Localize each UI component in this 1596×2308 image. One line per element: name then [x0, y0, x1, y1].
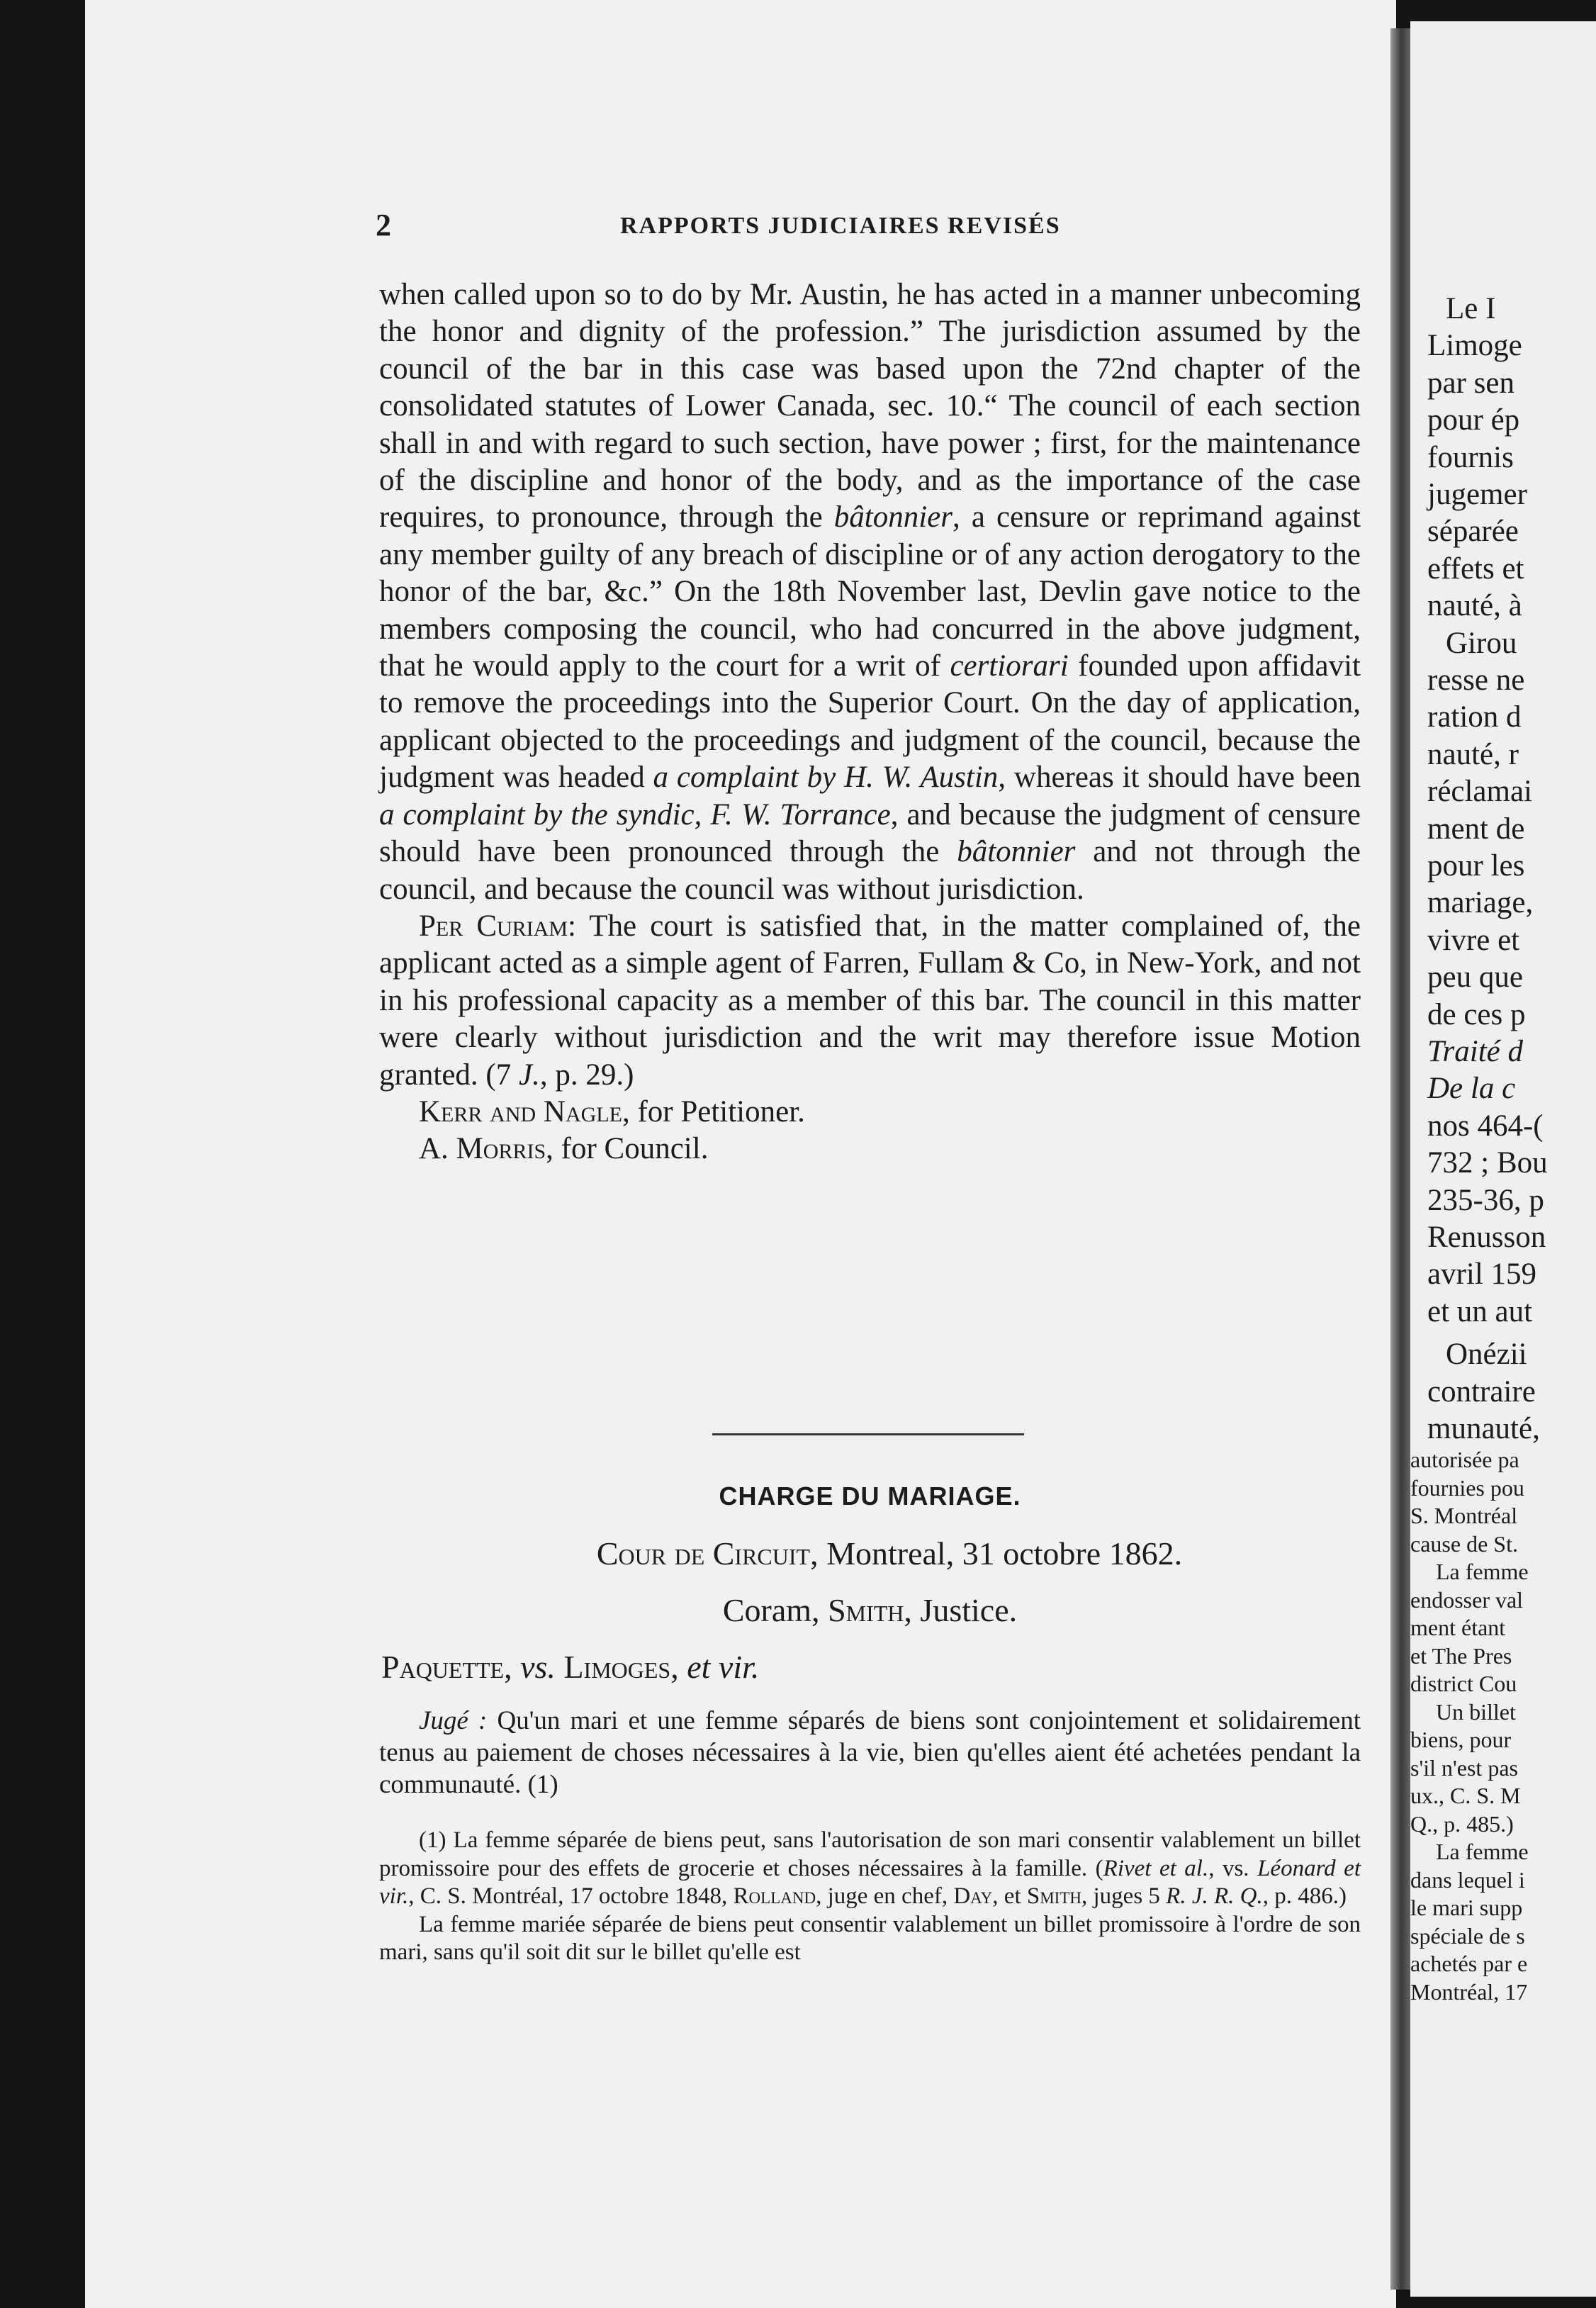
judge-name: Smith — [828, 1592, 904, 1628]
adjacent-page — [1410, 21, 1596, 2297]
text-run: , juges 5 — [1081, 1883, 1167, 1909]
adjacent-line: Girou — [1446, 626, 1517, 660]
judge-line — [379, 1591, 1361, 1629]
party-plaintiff: Paquette — [381, 1649, 505, 1685]
judge-name: Rolland — [733, 1883, 816, 1909]
italic-run: J. — [519, 1058, 540, 1092]
text-run: , for Council. — [546, 1132, 709, 1166]
text-run: : The court is satisfied that, in the matter complained of, the applicant acted as a simple agent of Farren, Fullam & Co, in New-York, and not in his professional capacity as a member of this bar. The council in this matter were clearly without jurisdiction and the writ may therefore issue Motion granted. (7 — [379, 909, 1361, 1092]
holding-paragraph — [379, 1705, 1361, 1800]
adjacent-line: nos 464-( — [1427, 1109, 1544, 1143]
adjacent-note-line: spéciale de s — [1410, 1922, 1525, 1949]
counsel-names: A. Morris — [419, 1132, 546, 1166]
italic-run: R. J. R. Q. — [1166, 1883, 1263, 1909]
adjacent-line: séparée — [1427, 515, 1519, 549]
adjacent-line: avril 159 — [1427, 1257, 1537, 1292]
adjacent-note-line: autorisée pa — [1410, 1447, 1519, 1472]
adjacent-line: Limoge — [1427, 329, 1522, 363]
judge-name: Smith — [1026, 1883, 1081, 1909]
adjacent-note-line: biens, pour — [1410, 1727, 1512, 1752]
section-divider — [712, 1433, 1024, 1435]
adjacent-note-line: achetés par e — [1410, 1951, 1528, 1976]
text-run: , juge en chef, — [816, 1883, 954, 1909]
text-run: , for Petitioner. — [622, 1094, 805, 1128]
italic-run: certiorari — [950, 649, 1069, 683]
text-run: and not through the council, and because the council was without jurisdiction. — [379, 835, 1361, 906]
adjacent-line: effets et — [1427, 551, 1524, 586]
italic-run: bâtonnier — [957, 835, 1076, 869]
adjacent-note-line: dans lequel i — [1410, 1866, 1525, 1893]
judge-name: Day — [953, 1883, 993, 1909]
adjacent-line: Le I — [1446, 292, 1496, 325]
case-parties: Paquette, vs. Limoges, et vir. — [381, 1649, 760, 1685]
adjacent-line: nauté, r — [1427, 737, 1519, 771]
adjacent-note-line: le mari supp — [1410, 1895, 1523, 1920]
adjacent-note-line: endosser val — [1410, 1586, 1524, 1613]
adjacent-line: Onézii — [1446, 1338, 1527, 1372]
adjacent-note-line: et The Pres — [1410, 1642, 1512, 1669]
holding-text: Qu'un mari et une femme séparés de biens sont conjointement et solidairement tenus au paiement de choses nécessaires à la vie, bien qu'elles aient été achetées pendant la communauté. (1) — [379, 1706, 1361, 1799]
adjacent-note-line: S. Montréal — [1410, 1503, 1518, 1528]
court-name: Cour de Circuit — [596, 1535, 811, 1572]
adjacent-line: fournis — [1427, 440, 1514, 474]
per-curiam-paragraph — [379, 908, 1361, 1094]
adjacent-line: Renusson — [1427, 1221, 1546, 1254]
adjacent-note-line: La femme — [1436, 1559, 1529, 1584]
juge-label: Jugé : — [419, 1706, 488, 1735]
footnote-1 — [379, 1827, 1361, 1911]
adjacent-note-line: district Cou — [1410, 1671, 1517, 1696]
page-header — [376, 207, 1389, 242]
adjacent-line: De la c — [1427, 1072, 1516, 1106]
adjacent-line: par sen — [1427, 366, 1514, 400]
adjacent-note-line: ment étant — [1410, 1615, 1506, 1640]
italic-run: Rivet et al. — [1103, 1855, 1209, 1881]
adjacent-note-line: fournies pou — [1410, 1474, 1524, 1501]
page-number: 2 — [376, 208, 391, 242]
adjacent-note-line: Un billet — [1436, 1698, 1516, 1725]
adjacent-note-line: cause de St. — [1410, 1530, 1518, 1557]
italic-run: a complaint by the syndic, F. W. Torrance — [379, 797, 891, 831]
text-run: , Justice. — [904, 1592, 1018, 1628]
italic-run: a complaint by H. W. Austin — [653, 761, 999, 795]
adjacent-line: resse ne — [1427, 663, 1525, 697]
adjacent-line: peu que — [1427, 960, 1523, 995]
text-run: Coram, — [722, 1592, 828, 1628]
adjacent-line: munauté, — [1427, 1412, 1540, 1445]
et-vir: et vir. — [687, 1649, 760, 1685]
text-run: , whereas it should have been — [998, 761, 1361, 795]
adjacent-note-line: ux., C. S. M — [1410, 1783, 1521, 1808]
adjacent-line: jugemer — [1427, 478, 1527, 511]
main-text — [379, 276, 1361, 1168]
book-spine — [1390, 28, 1412, 2290]
adjacent-line: vivre et — [1427, 923, 1520, 957]
italic-run: Léonard et vir. — [379, 1855, 1361, 1909]
text-run: , et — [992, 1883, 1027, 1909]
versus: vs. — [520, 1649, 556, 1685]
text-run: (1) La femme séparée de biens peut, sans l'autorisation de son mari consentir valablement un billet promissoire pour des effets de grocerie et choses nécessaires à la famille. ( — [379, 1827, 1361, 1881]
adjacent-line: pour les — [1427, 849, 1525, 883]
counsel-council — [379, 1131, 1361, 1167]
per-curiam-label: Per Curiam — [419, 909, 568, 943]
text-run: founded upon affidavit to remove the proceedings into the Superior Court. On the day of application, applicant objected to the proceedings and judgment of the council, because the judgment was headed — [379, 649, 1361, 795]
text-run: when called upon so to do by Mr. Austin, he has acted in a manner unbecoming the honor and dignity of the profession.” The jurisdiction assumed by the council of the bar in this case was based upon the 72nd chapter of the consolidated statutes of Lower Canada, sec. 10.“ The council of each section shall in and with regard to such section, have power ; first, for the maintenance of the discipline and honor of the body, and as the importance of the case requires, to pronounce, through the — [379, 278, 1361, 534]
adjacent-line: 235-36, p — [1427, 1183, 1544, 1217]
adjacent-line: Traité d — [1427, 1035, 1524, 1068]
running-title: RAPPORTS JUDICIAIRES REVISÉS — [620, 213, 1061, 239]
adjacent-line: contraire — [1427, 1374, 1536, 1408]
footnote-2: La femme mariée séparée de biens peut consentir valablement un billet promissoire à l'ordre de son mari, sans qu'il soit dit sur le billet qu'elle est — [379, 1911, 1361, 1965]
holding — [379, 1705, 1361, 1800]
adjacent-line: ment de — [1427, 812, 1525, 846]
adjacent-note-line: s'il n'est pas — [1410, 1754, 1518, 1781]
adjacent-line: pour ép — [1427, 403, 1520, 437]
paragraph-continued — [379, 276, 1361, 908]
text-run: , C. S. Montréal, 17 octobre 1848, — [408, 1883, 734, 1909]
adjacent-note-line: Montréal, 17 — [1410, 1978, 1528, 2005]
footnotes — [379, 1827, 1361, 1967]
text-run: , a censure or reprimand against any member guilty of any breach of discipline or of any action derogatory to the honor of the bar, &c.” On the 18th November last, Devlin gave notice to the members composing the council, who had concurred in the above judgment, that he would apply to the court for a writ of — [379, 500, 1361, 683]
party-defendant: Limoges — [563, 1649, 671, 1685]
text-run: , and because the judgment of censure should have been pronounced through the — [379, 797, 1361, 869]
adjacent-line: ration d — [1427, 700, 1522, 734]
italic-run: bâtonnier — [833, 500, 952, 534]
adjacent-line: mariage, — [1427, 886, 1534, 920]
adjacent-line: et un aut — [1427, 1294, 1533, 1328]
text-run: , p. 486.) — [1262, 1883, 1347, 1909]
text-run: , p. 29.) — [539, 1058, 634, 1092]
adjacent-line: nauté, à — [1427, 589, 1522, 623]
adjacent-note-line: La femme — [1436, 1839, 1529, 1864]
text-run: , vs. — [1208, 1855, 1258, 1881]
court-line — [379, 1535, 1400, 1572]
counsel-petitioner — [379, 1094, 1361, 1131]
adjacent-line: 732 ; Bou — [1427, 1146, 1548, 1180]
court-date: , Montreal, 31 octobre 1862. — [810, 1535, 1183, 1572]
adjacent-note-line: Q., p. 485.) — [1410, 1810, 1514, 1837]
case-title: CHARGE DU MARIAGE. — [719, 1481, 1021, 1511]
adjacent-line: de ces p — [1427, 997, 1526, 1031]
adjacent-line: réclamai — [1427, 775, 1533, 809]
counsel-names: Kerr and Nagle — [419, 1094, 622, 1128]
